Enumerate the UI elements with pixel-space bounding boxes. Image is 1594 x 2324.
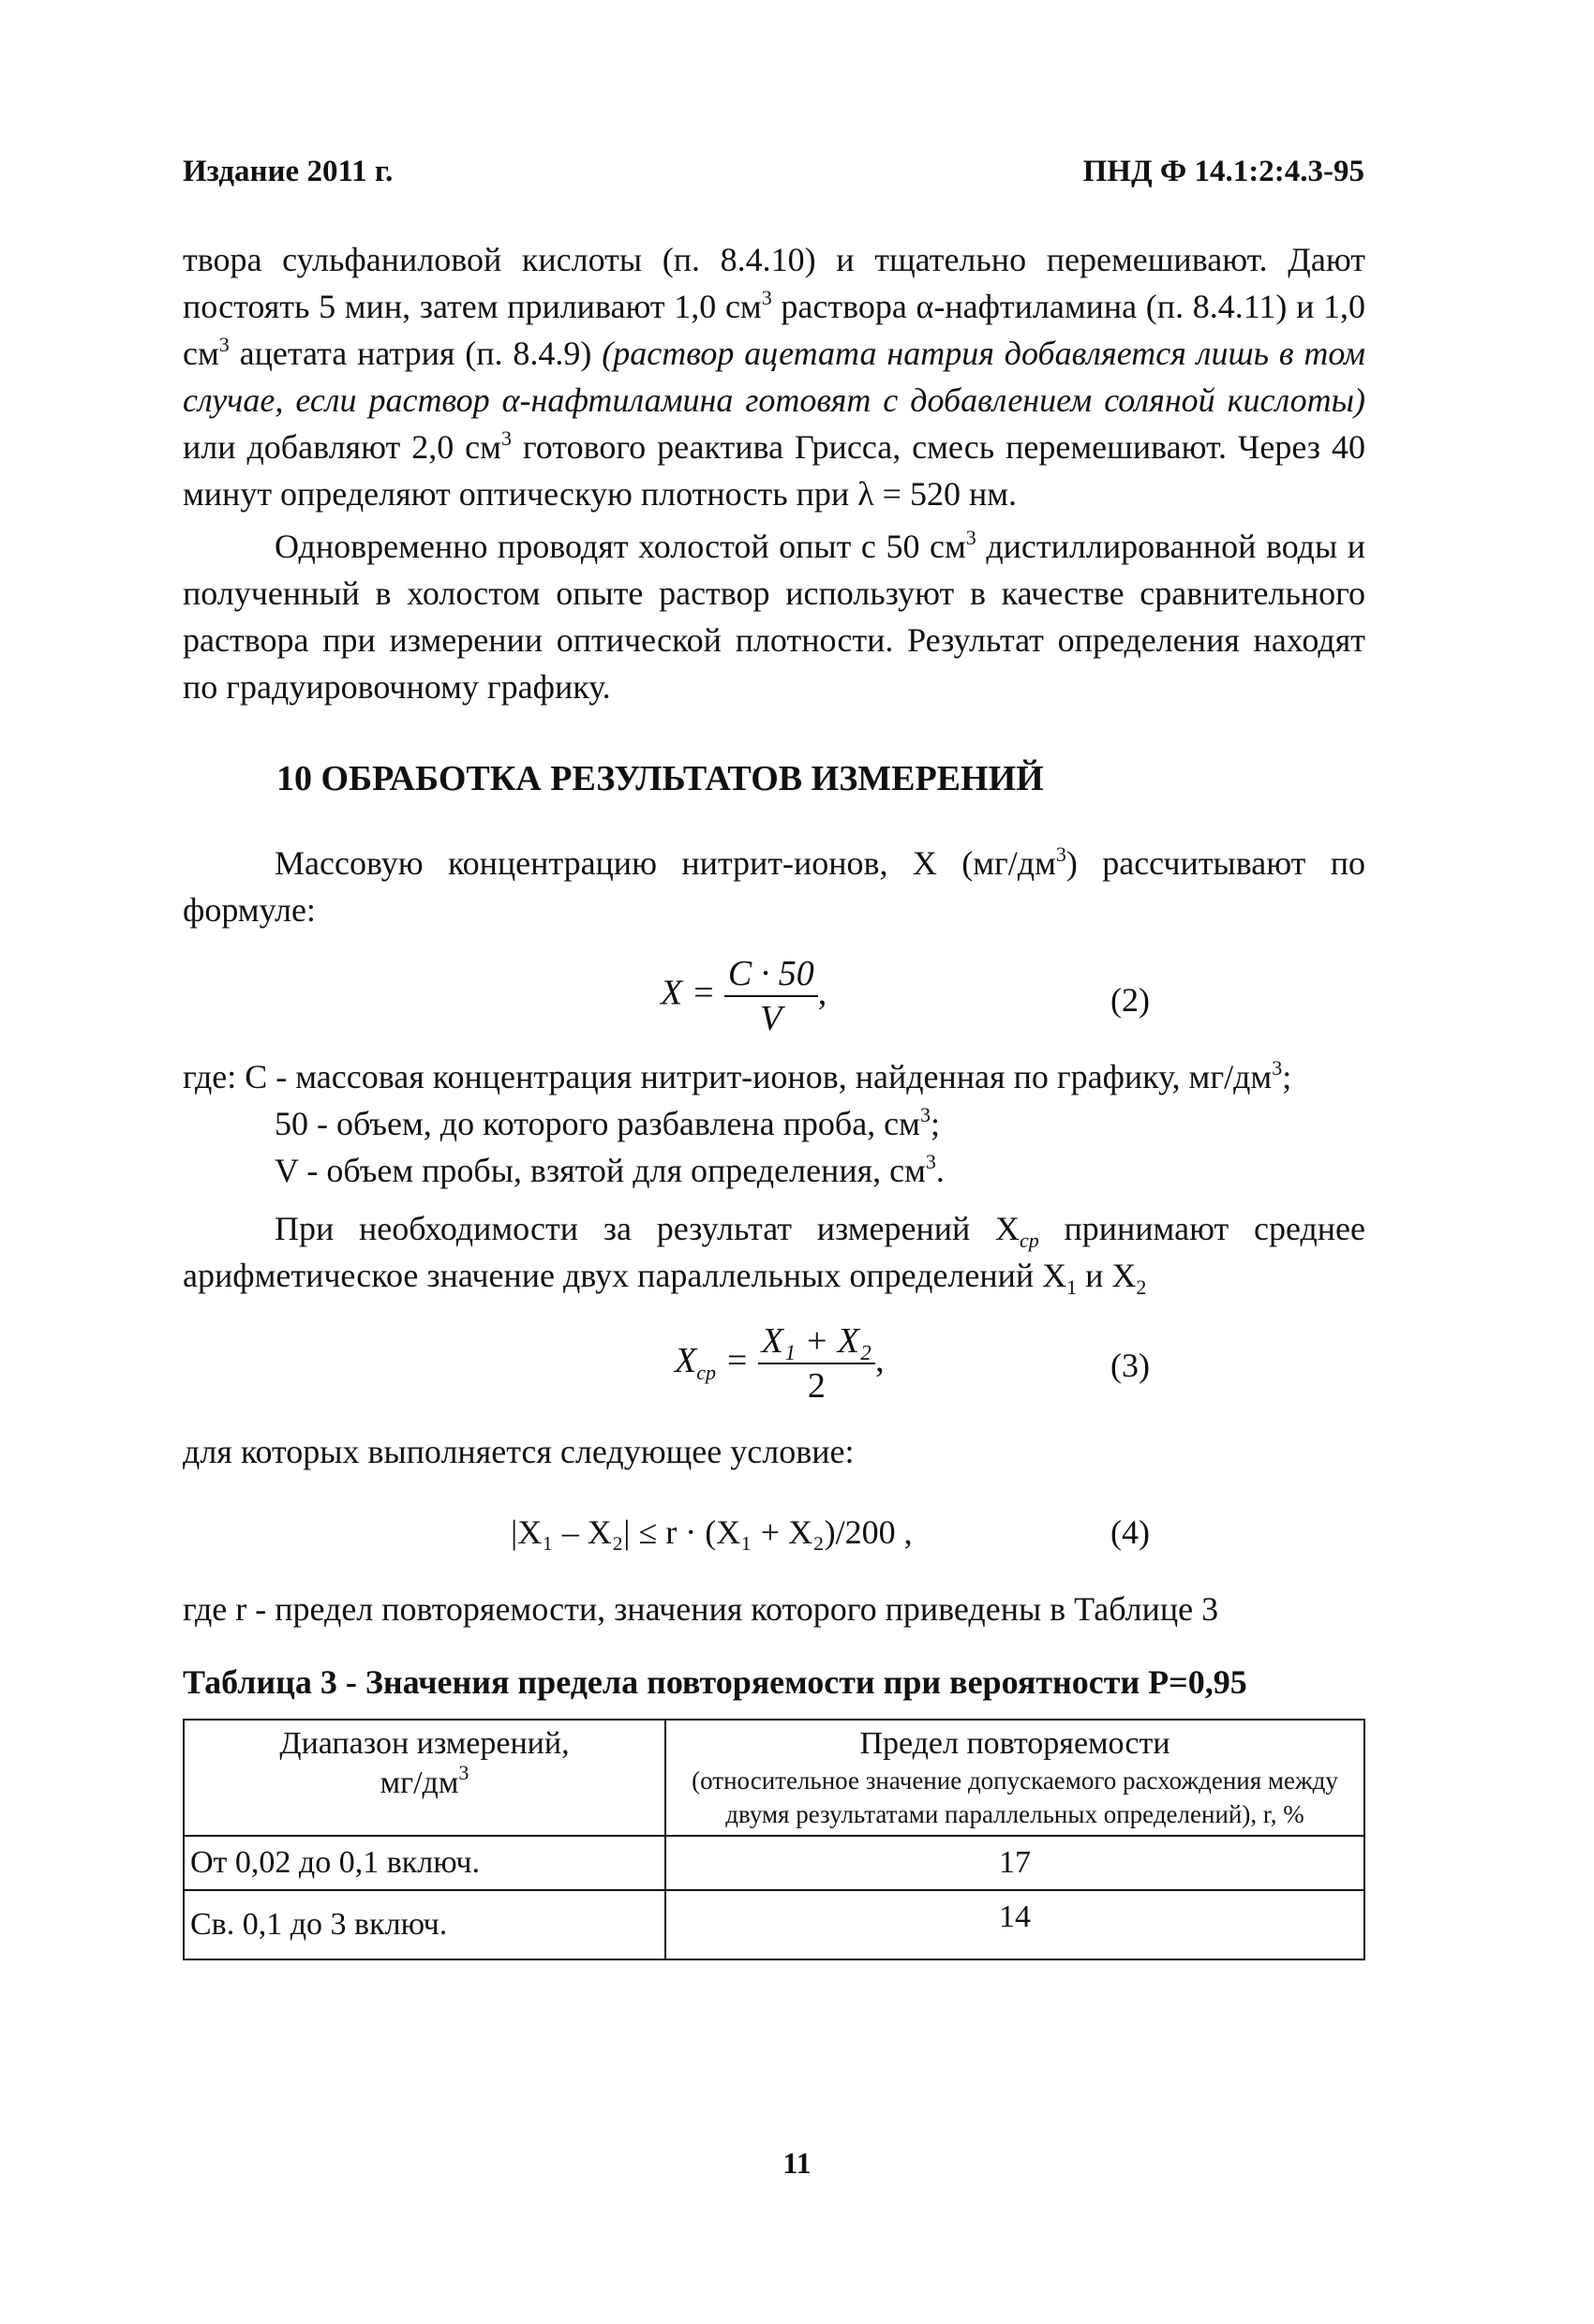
formula-2-number: (2) bbox=[1110, 981, 1150, 1019]
italic-note: (раствор ацетата натрия добавляется лишь в том случае, если раствор α-нафтиламина готовят с добавлением соляной кислоты) bbox=[183, 335, 1365, 419]
page-header bbox=[183, 155, 1364, 189]
table-cell-range: Св. 0,1 до 3 включ. bbox=[184, 1890, 665, 1959]
table-cell-value: 14 bbox=[665, 1890, 1364, 1959]
section-title: 10 ОБРАБОТКА РЕЗУЛЬТАТОВ ИЗМЕРЕНИЙ bbox=[276, 759, 1044, 798]
formula-2-lhs: X = bbox=[661, 973, 716, 1013]
document-code: ПНД Ф 14.1:2:4.3-95 bbox=[1082, 155, 1364, 188]
formula-3-number: (3) bbox=[1110, 1347, 1150, 1384]
formula-4-number: (4) bbox=[1110, 1513, 1150, 1551]
formula-3-fraction bbox=[758, 1319, 876, 1408]
formula-2-denominator: V bbox=[760, 999, 782, 1038]
table-cell-value: 17 bbox=[665, 1836, 1364, 1890]
repeatability-table bbox=[183, 1719, 1365, 1960]
formula-3: $X_{ср}$ = $\frac{\text{X₁ + X₂}}{2}$ , (3) bbox=[675, 1321, 1150, 1406]
page-number: 11 bbox=[782, 2146, 812, 2180]
paragraph-concentration: Массовую концентрацию нитрит-ионов, X $(мг/дм^3)$ рассчитывают по формуле: bbox=[183, 842, 1365, 929]
where-50: 50 - объем, до которого разбавлена проба, $см^3$; bbox=[275, 1103, 940, 1142]
formula-3-numerator: X₁ + X₂ bbox=[758, 1319, 876, 1364]
where-v: V - объем пробы, взятой для определения, $см^3$. bbox=[275, 1150, 945, 1189]
where-c: где: С - массовая концентрация нитрит-ионов, найденная по графику, $мг/дм^3$; bbox=[183, 1056, 1292, 1095]
table-title: Таблица 3 - Значения предела повторяемости при вероятности P=0,95 bbox=[183, 1663, 1247, 1701]
formula-3-lhs: $X_{ср}$ = bbox=[675, 1340, 750, 1384]
table-header-limit: Предел повторяемости (относительное значение допускаемого расхождения между двумя результатами параллельных определений), r, % bbox=[665, 1720, 1364, 1836]
edition-label: Издание 2011 г. bbox=[183, 155, 394, 188]
page-body bbox=[183, 236, 1365, 1960]
formula-4 bbox=[183, 1488, 1365, 1572]
formula-2: X = $\frac{C \cdot 50}{V}$ , (2) bbox=[661, 954, 1150, 1038]
table-header-row bbox=[184, 1720, 1364, 1836]
formula-2-numerator: C · 50 bbox=[724, 952, 818, 997]
formula-2-fraction bbox=[724, 952, 818, 1040]
table-row bbox=[184, 1890, 1364, 1959]
paragraph-procedure: твора сульфаниловой кислоты (п. 8.4.10) и тщательно перемешивают. Дают постоять 5 мин, затем приливают 1,0 $см^3$ раствора α-нафтиламина (п. 8.4.11) и 1,0 $см^3$ ацетата натрия (п. 8.4.9) (раствор ацетата натрия добавляется лишь в том случае, если раствор α-нафтиламина готовят с добавлением соляной кислоты) или добавляют 2,0 $см^3$ готового реактива Грисса, смесь перемешивают. Через 40 минут определяют оптическую плотность при λ = 520 нм. bbox=[183, 241, 1366, 513]
condition-text: для которых выполняется следующее условие: bbox=[183, 1433, 855, 1470]
formula-3-denominator: 2 bbox=[807, 1366, 826, 1406]
paragraph-average: При необходимости за результат измерений $X_{ср}$ принимают среднее арифметическое значение двух параллельных определений $X_1$ и $X_2$ bbox=[183, 1210, 1365, 1299]
table-row bbox=[184, 1836, 1364, 1890]
paragraph-blank-test: Одновременно проводят холостой опыт с 50 $см^3$ дистиллированной воды и полученный в холостом опыте раствор используют в качестве сравнительного раствора при измерении оптической плотности. Результат определения находят по градуировочному графику. bbox=[183, 526, 1366, 706]
repeatability-text: где r - предел повторяемости, значения которого приведены в Таблице 3 bbox=[183, 1590, 1219, 1628]
table-cell-range: От 0,02 до 0,1 включ. bbox=[184, 1836, 665, 1890]
table-header-range: Диапазон измерений, $мг/дм^3$ bbox=[184, 1720, 665, 1836]
formula-4-expression: |X₁ – X₂| ≤ r · (X₁ + X₂)/200 , bbox=[511, 1513, 913, 1551]
